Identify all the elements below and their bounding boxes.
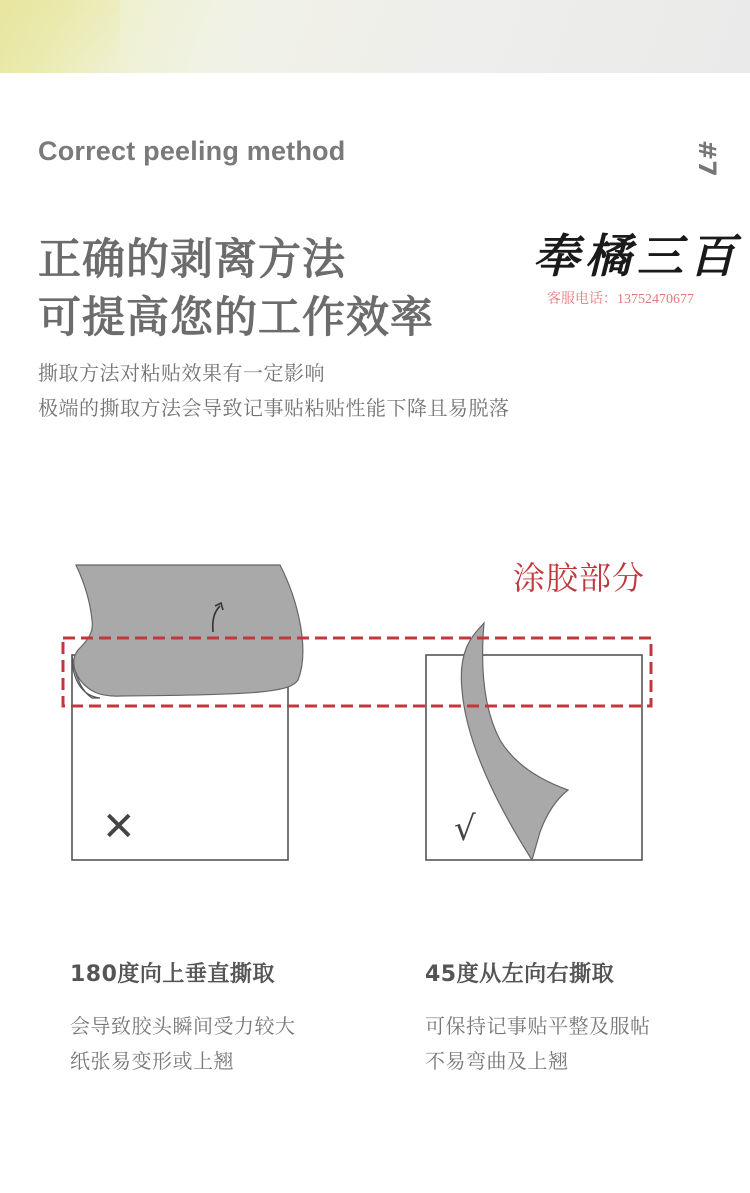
service-phone: 客服电话：13752470677 xyxy=(547,292,694,307)
left-lifted-sheet xyxy=(74,565,303,696)
description-line-2: 极端的撕取方法会导致记事贴粘贴性能下降且易脱落 xyxy=(38,396,510,420)
method-1-desc-1: 会导致胶头瞬间受力较大 xyxy=(70,1014,296,1038)
method-1-title: 180度向上垂直撕取 xyxy=(70,962,275,987)
method-1-desc-2: 纸张易变形或上翘 xyxy=(70,1049,234,1073)
page-number: #7 xyxy=(693,140,721,177)
headline-line-2: 可提高您的工作效率 xyxy=(38,293,434,343)
shop-watermark xyxy=(533,226,741,308)
right-mark-icon: √ xyxy=(454,809,476,849)
method-2-desc-2: 不易弯曲及上翘 xyxy=(425,1049,569,1073)
shop-name: 奉橘三百 xyxy=(533,229,741,283)
wrong-mark-icon: ✕ xyxy=(102,804,136,850)
method-2-desc-1: 可保持记事贴平整及服帖 xyxy=(425,1014,651,1038)
peeling-diagram xyxy=(0,540,750,880)
method-2-title: 45度从左向右撕取 xyxy=(425,962,615,987)
description-line-1: 撕取方法对粘贴效果有一定影响 xyxy=(38,361,325,385)
top-banner xyxy=(0,0,750,73)
english-title: Correct peeling method xyxy=(38,136,346,166)
glue-area-label: 涂胶部分 xyxy=(513,559,646,597)
headline-line-1: 正确的剥离方法 xyxy=(38,235,346,285)
